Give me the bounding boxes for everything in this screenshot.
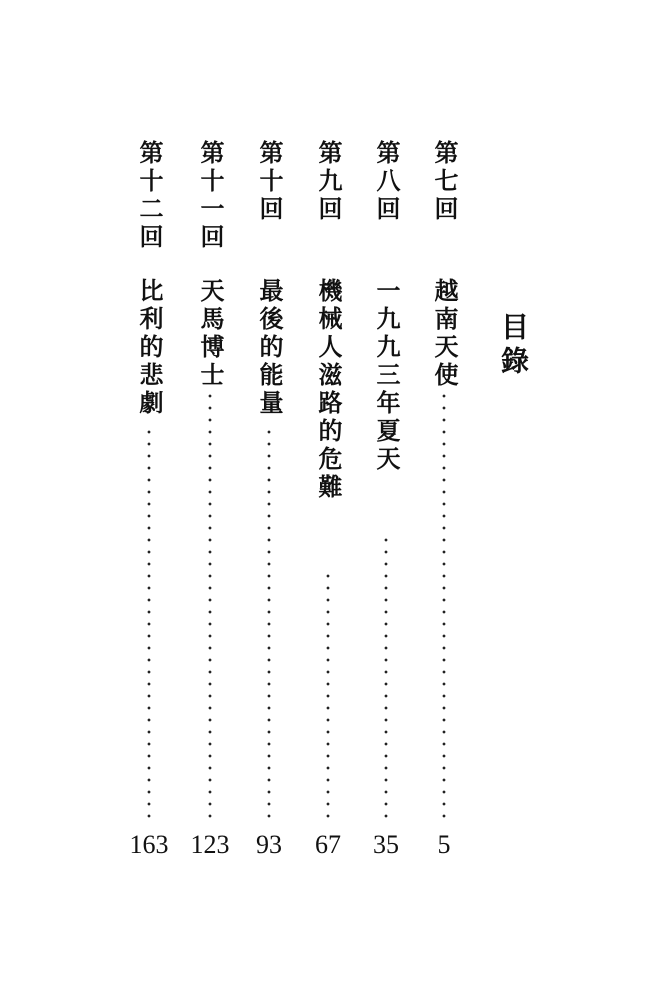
toc-entry[interactable] (310, 140, 346, 860)
chapter-title: 越南天使 (430, 278, 458, 390)
toc-entry[interactable] (131, 140, 167, 860)
page-number: 35 (373, 830, 399, 859)
dot-leader (442, 390, 446, 820)
chapter-label: 第八回 (372, 140, 400, 224)
chapter-title: 天馬博士 (196, 278, 224, 390)
toc-entry[interactable] (368, 140, 404, 860)
chapter-title: 一九九三年夏天 (372, 278, 400, 474)
page-number: 93 (256, 830, 282, 859)
toc-title: 目錄 (497, 312, 530, 380)
chapter-label: 第十回 (255, 140, 283, 224)
chapter-label: 第十二回 (135, 140, 163, 252)
chapter-title: 比利的悲劇 (135, 278, 163, 418)
dot-leader (147, 426, 151, 820)
dot-leader (326, 570, 330, 820)
page-number: 123 (190, 830, 230, 859)
page-number: 5 (437, 830, 451, 859)
chapter-label: 第十一回 (196, 140, 224, 252)
page-number: 67 (315, 830, 341, 859)
page-number: 163 (129, 830, 169, 859)
dot-leader (267, 426, 271, 820)
chapter-label: 第七回 (430, 140, 458, 224)
toc-entry[interactable] (426, 140, 462, 860)
chapter-title: 最後的能量 (255, 278, 283, 418)
dot-leader (384, 534, 388, 820)
chapter-title: 機械人滋路的危難 (314, 278, 342, 502)
toc-entry[interactable] (192, 140, 228, 860)
chapter-label: 第九回 (314, 140, 342, 224)
dot-leader (208, 390, 212, 820)
toc-entry[interactable] (251, 140, 287, 860)
